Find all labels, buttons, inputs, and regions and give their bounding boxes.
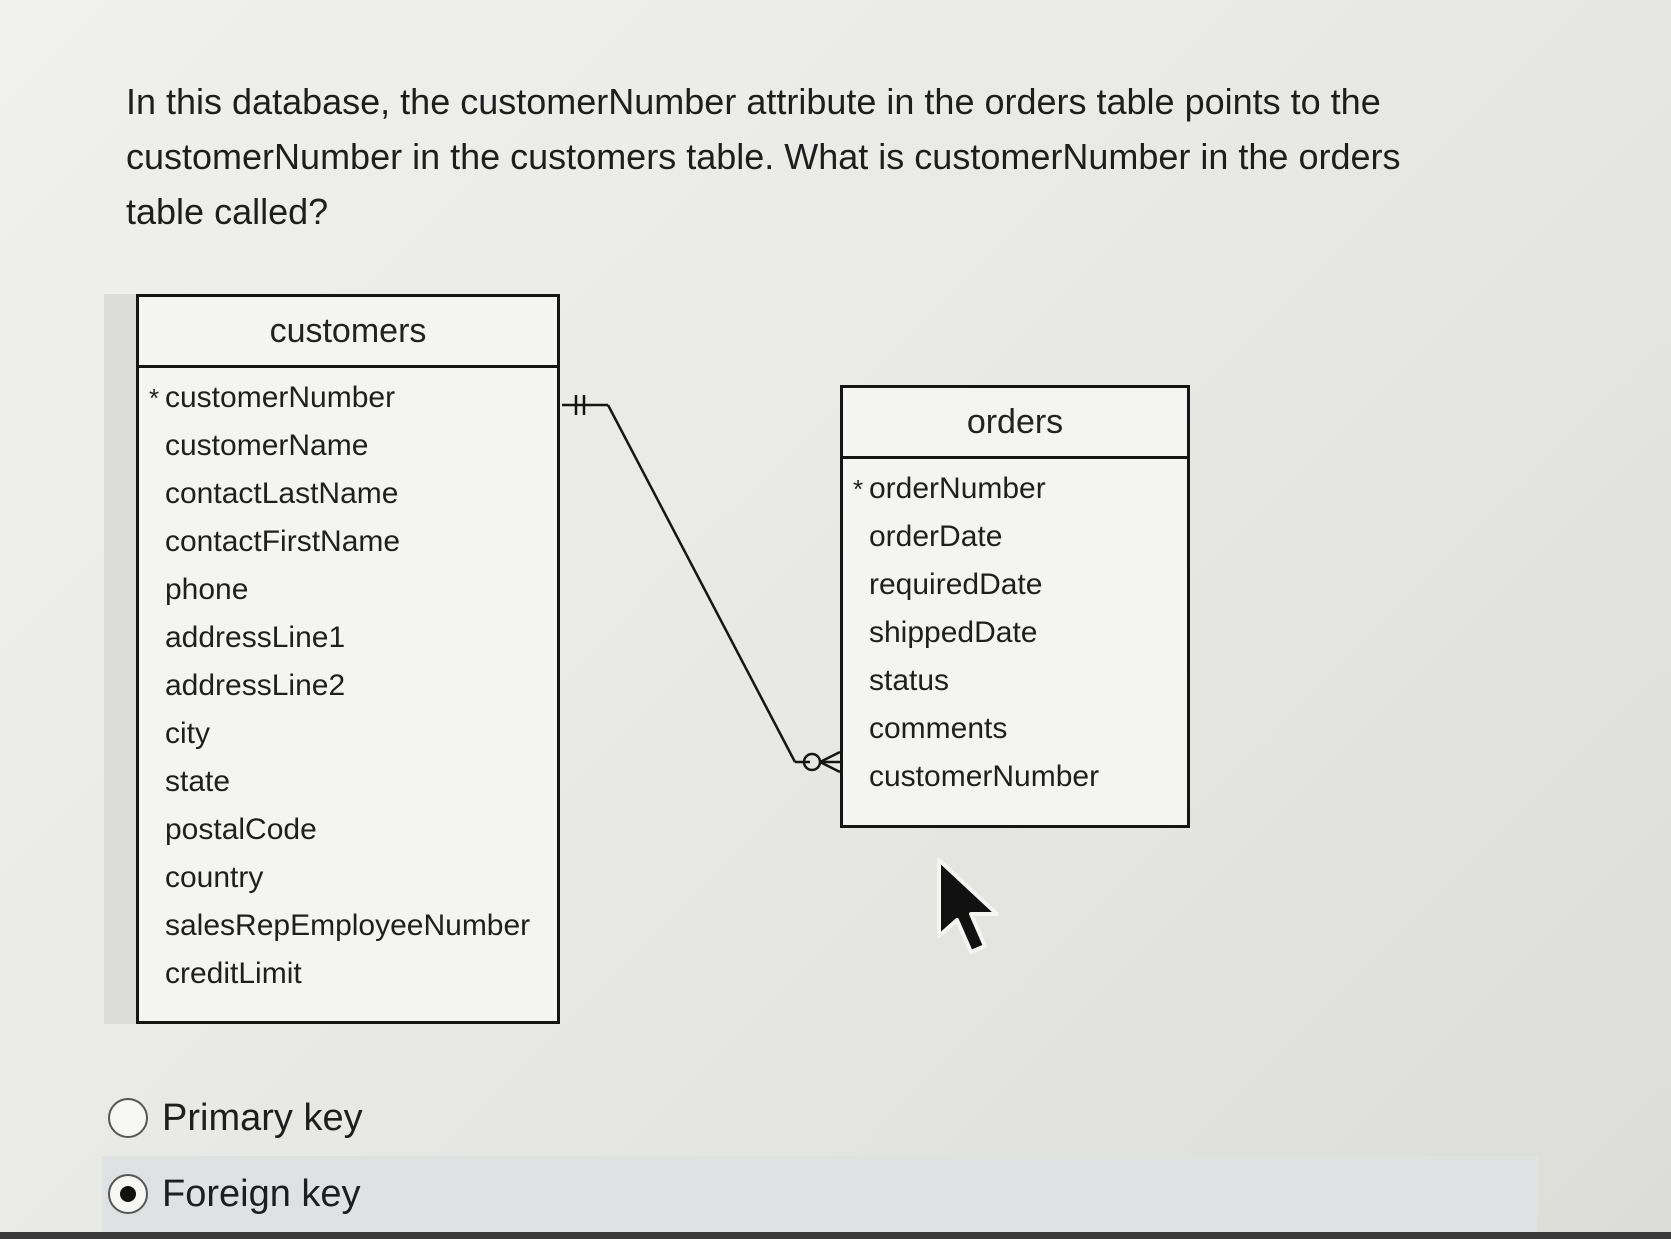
mouse-pointer-icon [935,858,1005,958]
diagram-shadow [104,294,140,1024]
orders-table-title: orders [843,388,1187,459]
customers-table-title: customers [139,297,557,368]
crows-foot-lower [820,762,840,772]
customers-attr-phone: phone [165,573,249,606]
answer-options [108,1080,1538,1232]
customers-attr-state: state [165,765,231,798]
orders-attr-customerNumber: customerNumber [869,760,1100,793]
customers-attr-customerNumber: * customerNumber [139,374,557,422]
zero-optional-circle [804,754,820,770]
customers-attr-postalCode: postalCode [165,813,317,846]
customers-attr-contactFirstName: contactFirstName [165,525,401,558]
orders-attr-shippedDate: shippedDate [869,616,1038,649]
customers-attr-country: country [165,861,264,894]
customers-attribute-list [139,368,557,998]
customers-attr-contactLastName: contactLastName [165,477,399,510]
radio-button-unselected[interactable] [108,1098,148,1138]
radio-dot-icon [120,1186,136,1202]
customers-table [136,294,560,1024]
option-primary-key[interactable] [108,1080,1538,1156]
customers-attr-addressLine1: addressLine1 [165,621,346,654]
customers-attr-creditLimit: creditLimit [165,957,302,990]
customers-attr-salesRepEmployeeNumber: salesRepEmployeeNumber [165,909,531,942]
orders-attr-status: status [869,664,950,697]
orders-attribute-list [843,459,1187,801]
option-label: Primary key [162,1096,363,1139]
orders-attr-orderNumber: * orderNumber [843,465,1187,513]
option-foreign-key[interactable] [102,1156,1538,1232]
orders-attr-requiredDate: requiredDate [869,568,1043,601]
question-text: In this database, the customerNumber attribute in the orders table points to the customerNumber in the customers table. What is customerNumber in the orders table called? [126,81,1401,232]
primary-key-marker: * [853,474,864,504]
customers-attr-addressLine2: addressLine2 [165,669,346,702]
customers-attr-customerName: customerName [165,429,369,462]
relationship-line-diagonal [608,405,795,762]
orders-attr-comments: comments [869,712,1008,745]
screen-bottom-edge [0,1232,1671,1239]
customers-attr-city: city [165,717,210,750]
option-label: Foreign key [162,1172,361,1215]
orders-table [840,385,1190,828]
orders-attr-orderDate: orderDate [869,520,1003,553]
crows-foot-upper [820,752,840,762]
radio-button-selected[interactable] [108,1174,148,1214]
primary-key-marker: * [149,383,160,413]
